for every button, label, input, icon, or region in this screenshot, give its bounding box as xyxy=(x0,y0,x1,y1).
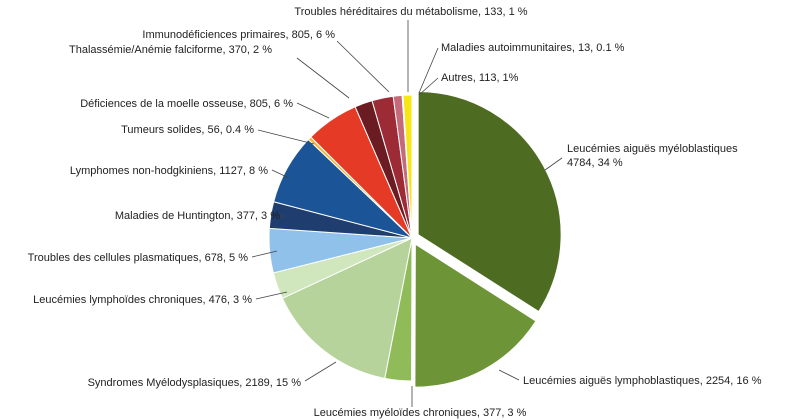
leader-line xyxy=(305,362,336,381)
leader-line xyxy=(297,58,349,98)
slice-label: Tumeurs solides, 56, 0.4 % xyxy=(121,124,254,136)
slice-label: Autres, 113, 1% xyxy=(441,72,519,84)
slice-label: Leucémies lymphoïdes chroniques, 476, 3 % xyxy=(33,294,252,306)
slice-label: Maladies de Huntington, 377, 3 % xyxy=(114,210,280,222)
pie-slices xyxy=(269,92,561,388)
leader-line xyxy=(499,370,519,380)
slice-label: Troubles héréditaires du métabolisme, 133, 1 % xyxy=(294,6,528,18)
leader-line xyxy=(258,130,314,144)
slice-label: Thalassémie/Anémie falciforme, 370, 2 % xyxy=(69,44,272,56)
slice-label: Leucémies aiguës lymphoblastiques, 2254, 16 % xyxy=(523,375,762,387)
leader-line xyxy=(337,41,389,92)
slice-label: Leucémies aiguës myéloblastiques 4784, 34 % xyxy=(567,143,738,169)
slice-label: Leucémies myéloïdes chroniques, 377, 3 % xyxy=(313,407,527,419)
slice-label: Maladies autoimmunitaires, 13, 0.1 % xyxy=(441,42,625,54)
leader-line xyxy=(545,158,562,170)
slice-label: Immunodéficiences primaires, 805, 6 % xyxy=(142,29,335,41)
slice-label: Troubles des cellules plasmatiques, 678, 5 % xyxy=(27,252,248,264)
slice-label: Syndromes Myélodysplasiques, 2189, 15 % xyxy=(87,377,301,389)
leader-line xyxy=(297,103,329,118)
slice-label: Déficiences de la moelle osseuse, 805, 6 % xyxy=(80,98,293,110)
slice-label: Lymphomes non-hodgkiniens, 1127, 8 % xyxy=(69,165,268,177)
